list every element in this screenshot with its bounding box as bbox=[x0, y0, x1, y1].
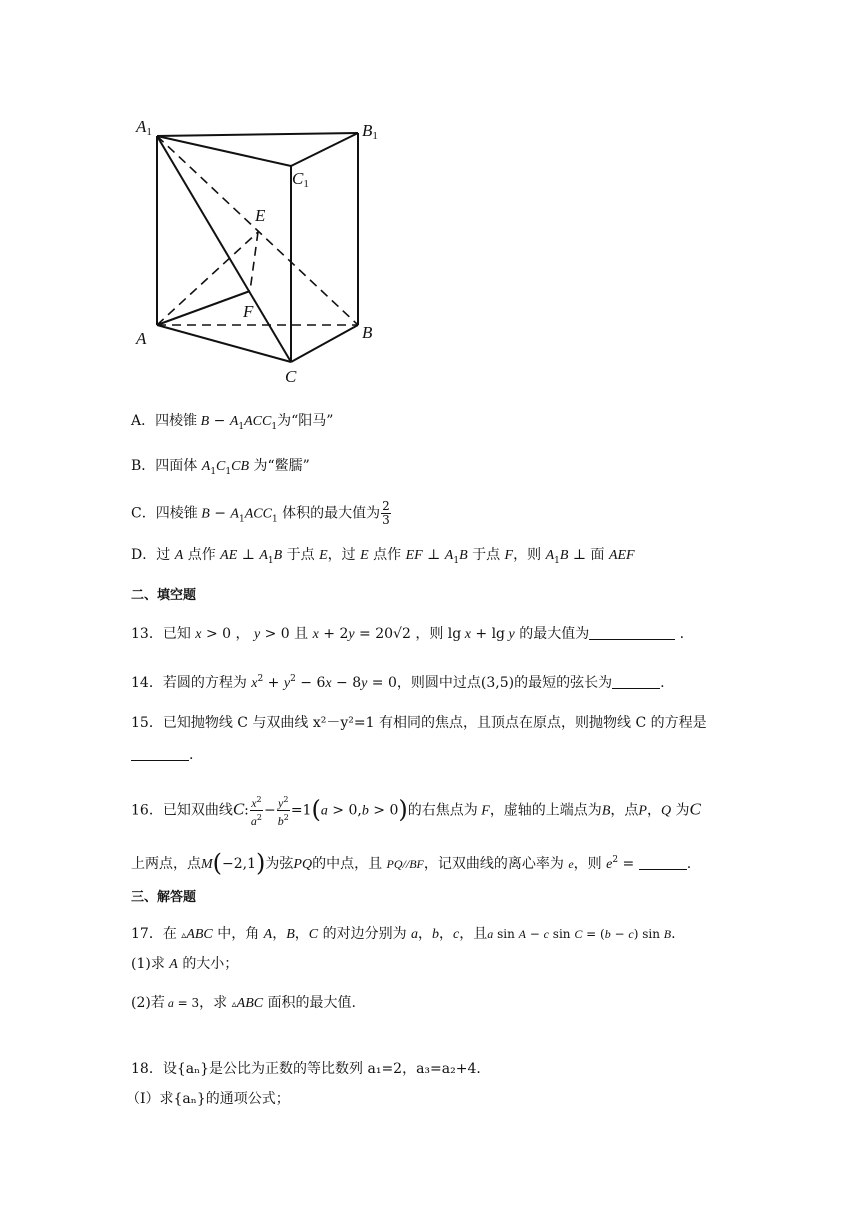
label-A1: A1 bbox=[136, 117, 152, 138]
edge-B1C1 bbox=[291, 133, 358, 166]
question-18-part1: （I）求{aₙ}的通项公式； bbox=[126, 1091, 290, 1107]
fraction-two-thirds: $\frac{2}{3}$ bbox=[382, 499, 390, 527]
answer-blank-16[interactable] bbox=[639, 856, 687, 870]
option-A: A．四棱锥 $B - A_1ACC_1$为“阳马” bbox=[131, 413, 334, 432]
question-17-part2: (2)若 a = 3，求 ▵ABC 面积的最大值. bbox=[131, 995, 357, 1011]
label-E: E bbox=[255, 206, 266, 225]
question-13: 13．已知 x > 0 ， y > 0 且 x + 2y = 20√2 ，则 lg x + lg y 的最大值为 . bbox=[131, 626, 685, 642]
label-C1: C1 bbox=[292, 169, 309, 190]
question-17-part1: (1)求 A 的大小； bbox=[131, 956, 239, 972]
question-18: 18．设{aₙ}是公比为正数的等比数列 a₁=2，a₃=a₂+4． bbox=[131, 1061, 491, 1077]
option-D: D．过 A 点作 AE ⊥ $A_1B$ 于点 E，过 E 点作 EF ⊥ $A_1B$ 于点 F，则 $A_1B$ ⊥ 面 AEF bbox=[131, 547, 635, 566]
question-16-line2: 上两点，点M(−2,1)为弦PQ的中点，且 PQ//BF，记双曲线的离心率为 e，则 $e^2$ = . bbox=[131, 849, 692, 877]
answer-blank-13[interactable] bbox=[589, 626, 675, 640]
label-C: C bbox=[285, 367, 297, 386]
section-heading-fill-blank: 二、填空题 bbox=[131, 588, 197, 603]
prism-figure bbox=[126, 112, 396, 392]
question-17: 17．在 ▵ABC 中，角 A，B，C 的对边分别为 a，b，c，且a sin A − c sin C = (b − c) sin B. bbox=[131, 926, 676, 942]
answer-blank-14[interactable] bbox=[612, 675, 660, 689]
label-B1: B1 bbox=[362, 121, 378, 142]
question-14: 14．若圆的方程为 $x^2 + y^2 - 6x - 8y = 0$，则圆中过点(3,5)的最短的弦长为 . bbox=[131, 674, 665, 691]
edge-A1C bbox=[157, 136, 291, 362]
label-B: B bbox=[362, 323, 373, 342]
edge-A1B-hidden bbox=[157, 136, 358, 325]
question-16-line1: 16．已知双曲线C: $\frac{x^2}{a^2}$ − $\frac{y^2}{b^2}$ =1(a > 0,b > 0)的右焦点为 F，虚轴的上端点为B，点P，Q 为C bbox=[131, 795, 701, 828]
question-15-blank-line: . bbox=[131, 746, 193, 764]
prism-diagram bbox=[126, 112, 396, 392]
edge-A1C1 bbox=[157, 136, 291, 166]
answer-blank-15[interactable] bbox=[131, 747, 189, 761]
edge-BC bbox=[291, 325, 358, 362]
edge-EF-hidden bbox=[250, 232, 258, 291]
label-F: F bbox=[243, 302, 254, 321]
section-heading-solve: 三、解答题 bbox=[131, 890, 197, 905]
edge-AC bbox=[157, 325, 291, 362]
label-A: A bbox=[136, 329, 147, 348]
edge-A1B1 bbox=[157, 133, 358, 136]
question-15: 15．已知抛物线 C 与双曲线 x²－y²=1 有相同的焦点，且顶点在原点，则抛物线 C 的方程是 bbox=[131, 715, 707, 731]
option-B: B．四面体 $A_1C_1CB$ 为“鳖臑” bbox=[131, 458, 310, 477]
edge-AF bbox=[157, 291, 250, 325]
option-C: C．四棱锥 $B - A_1ACC_1$ 体积的最大值为 $\frac{2}{3}$ bbox=[131, 499, 390, 527]
